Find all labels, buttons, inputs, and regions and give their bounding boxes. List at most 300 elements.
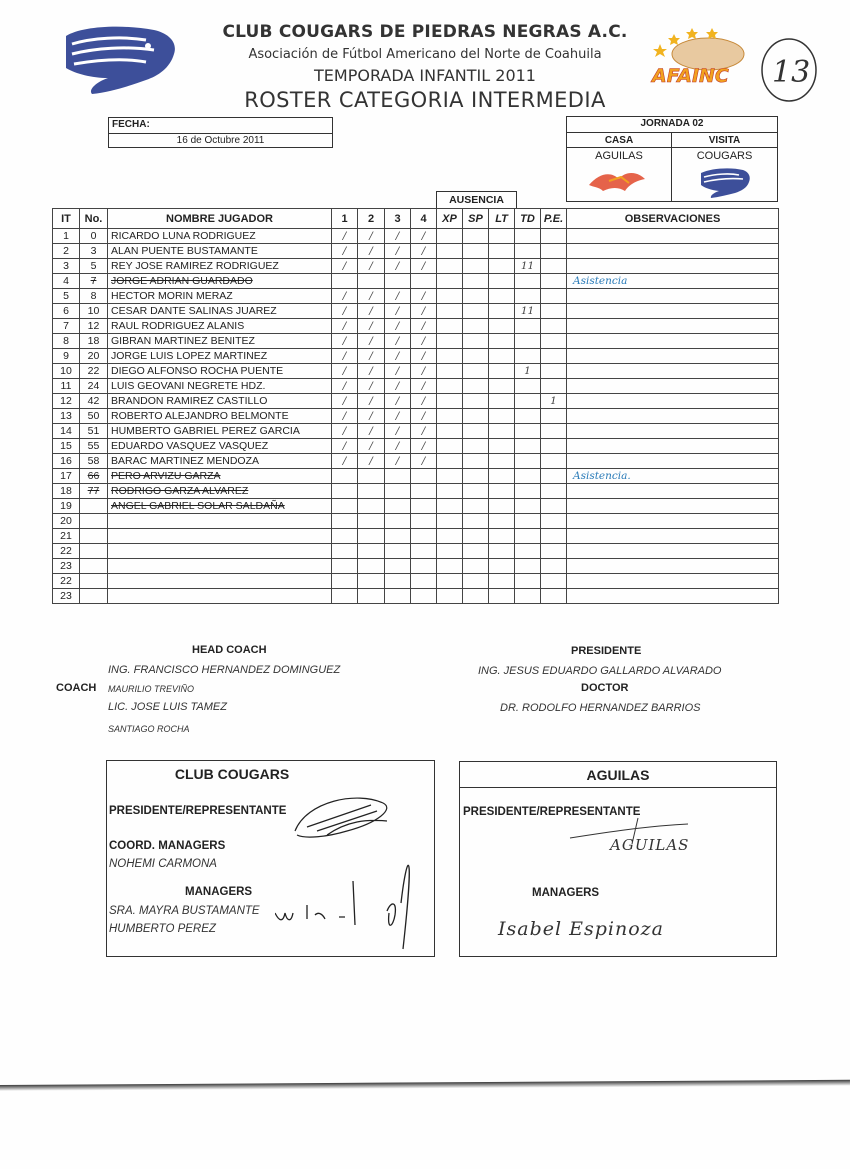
row-xp: [437, 334, 463, 349]
row-player-name: ROBERTO ALEJANDRO BELMONTE: [108, 409, 332, 424]
row-quarter-2-mark: /: [358, 349, 385, 364]
row-number: [80, 589, 108, 604]
row-number: 10: [80, 304, 108, 319]
roster-row: [53, 244, 779, 259]
row-td: 11: [515, 259, 541, 274]
row-it: 23: [53, 559, 80, 574]
row-number: 3: [80, 244, 108, 259]
row-quarter-2-mark: [358, 274, 385, 289]
coach-label: COACH: [56, 682, 97, 694]
row-td: [515, 574, 541, 589]
row-pe: [541, 439, 567, 454]
col-q1: 1: [332, 209, 358, 229]
row-observaciones: [567, 244, 779, 259]
row-sp: [463, 274, 489, 289]
row-quarter-1-mark: /: [332, 289, 358, 304]
row-player-name: REY JOSE RAMIREZ RODRIGUEZ: [108, 259, 332, 274]
cougars-president-label: PRESIDENTE/REPRESENTANTE: [109, 805, 287, 817]
aguilas-signature-strokes: [568, 816, 698, 846]
row-td: 11: [515, 304, 541, 319]
row-td: [515, 544, 541, 559]
row-quarter-3-mark: /: [385, 409, 411, 424]
row-quarter-3-mark: [385, 544, 411, 559]
row-sp: [463, 304, 489, 319]
row-td: [515, 289, 541, 304]
row-it: 14: [53, 424, 80, 439]
row-lt: [489, 589, 515, 604]
row-player-name: [108, 559, 332, 574]
row-quarter-4-mark: /: [411, 409, 437, 424]
row-it: 18: [53, 484, 80, 499]
roster-row: [53, 319, 779, 334]
row-quarter-4-mark: [411, 274, 437, 289]
row-quarter-1-mark: [332, 529, 358, 544]
presidente-label: PRESIDENTE: [571, 645, 642, 657]
row-lt: [489, 409, 515, 424]
row-player-name: RICARDO LUNA RODRIGUEZ: [108, 229, 332, 244]
col-observaciones: OBSERVACIONES: [567, 209, 779, 229]
row-quarter-1-mark: [332, 499, 358, 514]
roster-row: [53, 409, 779, 424]
row-it: 23: [53, 589, 80, 604]
row-it: 16: [53, 454, 80, 469]
row-sp: [463, 229, 489, 244]
corner-number: 13: [772, 55, 811, 90]
row-quarter-4-mark: [411, 484, 437, 499]
row-td: [515, 274, 541, 289]
row-sp: [463, 574, 489, 589]
roster-row: [53, 289, 779, 304]
row-player-name: RODRIGO GARZA ALVAREZ: [108, 484, 332, 499]
row-quarter-2-mark: [358, 574, 385, 589]
row-player-name: CESAR DANTE SALINAS JUAREZ: [108, 304, 332, 319]
roster-row: [53, 259, 779, 274]
row-number: 42: [80, 394, 108, 409]
row-td: [515, 379, 541, 394]
row-quarter-1-mark: [332, 274, 358, 289]
row-lt: [489, 454, 515, 469]
row-it: 17: [53, 469, 80, 484]
row-it: 8: [53, 334, 80, 349]
row-quarter-4-mark: [411, 514, 437, 529]
col-it: IT: [53, 209, 80, 229]
col-q4: 4: [411, 209, 437, 229]
roster-row: [53, 229, 779, 244]
row-player-name: [108, 514, 332, 529]
row-number: 8: [80, 289, 108, 304]
row-pe: [541, 289, 567, 304]
visita-label: VISITA: [708, 135, 741, 146]
row-xp: [437, 589, 463, 604]
aguilas-manager-signature: Isabel Espinoza: [498, 918, 664, 940]
roster-row: [53, 379, 779, 394]
roster-row: [53, 529, 779, 544]
row-quarter-2-mark: /: [358, 304, 385, 319]
fecha-label: FECHA:: [112, 119, 150, 130]
row-quarter-4-mark: /: [411, 229, 437, 244]
row-number: [80, 499, 108, 514]
row-lt: [489, 229, 515, 244]
row-td: [515, 334, 541, 349]
row-td: [515, 319, 541, 334]
row-number: [80, 514, 108, 529]
row-xp: [437, 364, 463, 379]
row-sp: [463, 364, 489, 379]
row-observaciones: [567, 364, 779, 379]
row-pe: [541, 259, 567, 274]
row-sp: [463, 379, 489, 394]
row-number: [80, 574, 108, 589]
row-number: 66: [80, 469, 108, 484]
row-quarter-3-mark: [385, 484, 411, 499]
roster-row: [53, 589, 779, 604]
row-quarter-1-mark: /: [332, 424, 358, 439]
row-lt: [489, 544, 515, 559]
row-pe: [541, 544, 567, 559]
row-lt: [489, 334, 515, 349]
row-xp: [437, 244, 463, 259]
aguilas-president-label: PRESIDENTE/REPRESENTANTE: [463, 806, 641, 818]
row-observaciones: [567, 424, 779, 439]
row-it: 3: [53, 259, 80, 274]
row-observaciones: Asistencia: [567, 274, 779, 289]
cougars-box-title: CLUB COUGARS: [174, 766, 290, 782]
row-it: 11: [53, 379, 80, 394]
roster-row: [53, 334, 779, 349]
casa-label: CASA: [604, 135, 634, 146]
row-pe: [541, 274, 567, 289]
roster-title: ROSTER CATEGORIA INTERMEDIA: [244, 88, 606, 112]
row-sp: [463, 244, 489, 259]
row-quarter-3-mark: /: [385, 334, 411, 349]
row-quarter-3-mark: /: [385, 439, 411, 454]
row-xp: [437, 319, 463, 334]
row-sp: [463, 514, 489, 529]
row-quarter-4-mark: [411, 589, 437, 604]
row-xp: [437, 349, 463, 364]
row-observaciones: [567, 334, 779, 349]
row-it: 9: [53, 349, 80, 364]
row-lt: [489, 529, 515, 544]
row-quarter-4-mark: /: [411, 319, 437, 334]
row-lt: [489, 274, 515, 289]
row-sp: [463, 469, 489, 484]
row-player-name: [108, 574, 332, 589]
row-number: 20: [80, 349, 108, 364]
row-observaciones: [567, 349, 779, 364]
roster-row: [53, 274, 779, 289]
row-pe: [541, 244, 567, 259]
row-quarter-4-mark: /: [411, 289, 437, 304]
row-observaciones: [567, 319, 779, 334]
row-td: [515, 454, 541, 469]
aguilas-signature-box: [459, 761, 777, 957]
col-lt: LT: [489, 209, 515, 229]
row-quarter-3-mark: /: [385, 379, 411, 394]
doctor-label: DOCTOR: [581, 682, 629, 694]
doctor-name: DR. RODOLFO HERNANDEZ BARRIOS: [500, 702, 701, 714]
row-quarter-4-mark: [411, 559, 437, 574]
row-quarter-1-mark: [332, 514, 358, 529]
row-pe: [541, 319, 567, 334]
jornada-label: JORNADA 02: [640, 118, 704, 129]
row-quarter-2-mark: /: [358, 379, 385, 394]
row-quarter-3-mark: [385, 574, 411, 589]
row-player-name: [108, 529, 332, 544]
roster-row: [53, 469, 779, 484]
presidente-name: ING. JESUS EDUARDO GALLARDO ALVARADO: [478, 665, 722, 677]
row-pe: [541, 574, 567, 589]
row-pe: [541, 364, 567, 379]
row-quarter-2-mark: [358, 544, 385, 559]
row-quarter-3-mark: [385, 274, 411, 289]
row-number: [80, 544, 108, 559]
roster-row: [53, 424, 779, 439]
row-quarter-3-mark: [385, 529, 411, 544]
row-lt: [489, 574, 515, 589]
row-xp: [437, 544, 463, 559]
row-observaciones: [567, 514, 779, 529]
visita-team: COUGARS: [696, 150, 753, 162]
row-lt: [489, 469, 515, 484]
row-quarter-2-mark: /: [358, 319, 385, 334]
row-lt: [489, 439, 515, 454]
row-player-name: PERO ARVIZU GARZA: [108, 469, 332, 484]
row-lt: [489, 559, 515, 574]
row-quarter-2-mark: /: [358, 364, 385, 379]
row-it: 10: [53, 364, 80, 379]
casa-team: AGUILAS: [595, 150, 643, 162]
row-quarter-1-mark: [332, 469, 358, 484]
row-quarter-2-mark: [358, 514, 385, 529]
row-quarter-4-mark: /: [411, 424, 437, 439]
row-quarter-3-mark: [385, 589, 411, 604]
row-quarter-4-mark: /: [411, 394, 437, 409]
col-pe: P.E.: [541, 209, 567, 229]
row-quarter-3-mark: /: [385, 319, 411, 334]
row-quarter-4-mark: [411, 544, 437, 559]
row-quarter-1-mark: [332, 589, 358, 604]
row-pe: [541, 409, 567, 424]
row-quarter-1-mark: /: [332, 379, 358, 394]
row-it: 13: [53, 409, 80, 424]
row-xp: [437, 394, 463, 409]
row-observaciones: [567, 544, 779, 559]
row-quarter-1-mark: /: [332, 259, 358, 274]
row-td: [515, 349, 541, 364]
col-xp: XP: [437, 209, 463, 229]
row-quarter-1-mark: /: [332, 229, 358, 244]
row-quarter-3-mark: /: [385, 229, 411, 244]
row-observaciones: [567, 229, 779, 244]
roster-row: [53, 304, 779, 319]
roster-row: [53, 349, 779, 364]
row-quarter-2-mark: /: [358, 229, 385, 244]
row-number: 12: [80, 319, 108, 334]
row-sp: [463, 319, 489, 334]
row-quarter-4-mark: /: [411, 454, 437, 469]
row-player-name: HECTOR MORIN MERAZ: [108, 289, 332, 304]
row-observaciones: [567, 394, 779, 409]
row-xp: [437, 529, 463, 544]
row-number: [80, 559, 108, 574]
row-td: [515, 514, 541, 529]
row-td: [515, 409, 541, 424]
row-player-name: [108, 589, 332, 604]
col-sp: SP: [463, 209, 489, 229]
row-td: [515, 424, 541, 439]
roster-row: [53, 574, 779, 589]
cougars-manager-2: HUMBERTO PEREZ: [109, 923, 216, 935]
row-quarter-4-mark: /: [411, 379, 437, 394]
row-number: 18: [80, 334, 108, 349]
row-number: 0: [80, 229, 108, 244]
row-quarter-2-mark: [358, 529, 385, 544]
row-number: 77: [80, 484, 108, 499]
cougars-small-logo: [699, 167, 751, 199]
row-player-name: GIBRAN MARTINEZ BENITEZ: [108, 334, 332, 349]
row-xp: [437, 514, 463, 529]
row-player-name: ALAN PUENTE BUSTAMANTE: [108, 244, 332, 259]
row-quarter-4-mark: /: [411, 439, 437, 454]
row-td: [515, 244, 541, 259]
row-quarter-3-mark: /: [385, 364, 411, 379]
club-name: CLUB COUGARS DE PIEDRAS NEGRAS A.C.: [222, 22, 628, 42]
row-quarter-4-mark: /: [411, 259, 437, 274]
row-td: [515, 229, 541, 244]
row-quarter-3-mark: /: [385, 424, 411, 439]
row-it: 12: [53, 394, 80, 409]
row-sp: [463, 454, 489, 469]
row-player-name: DIEGO ALFONSO ROCHA PUENTE: [108, 364, 332, 379]
jornada-box: [566, 116, 778, 202]
coach-name-2: LIC. JOSE LUIS TAMEZ: [108, 701, 227, 713]
roster-row: [53, 439, 779, 454]
row-quarter-2-mark: [358, 589, 385, 604]
row-player-name: EDUARDO VASQUEZ VASQUEZ: [108, 439, 332, 454]
coach-name-3: SANTIAGO ROCHA: [108, 724, 190, 734]
row-sp: [463, 394, 489, 409]
row-sp: [463, 289, 489, 304]
row-player-name: HUMBERTO GABRIEL PEREZ GARCIA: [108, 424, 332, 439]
row-quarter-3-mark: [385, 499, 411, 514]
row-quarter-1-mark: /: [332, 334, 358, 349]
cougars-manager-1: SRA. MAYRA BUSTAMANTE: [109, 905, 260, 917]
row-quarter-1-mark: /: [332, 409, 358, 424]
row-lt: [489, 244, 515, 259]
row-quarter-1-mark: /: [332, 349, 358, 364]
ausencia-header: [436, 191, 517, 209]
row-td: [515, 484, 541, 499]
row-number: 50: [80, 409, 108, 424]
row-quarter-3-mark: [385, 514, 411, 529]
row-player-name: BRANDON RAMIREZ CASTILLO: [108, 394, 332, 409]
row-pe: [541, 334, 567, 349]
row-td: [515, 439, 541, 454]
row-player-name: RAUL RODRIGUEZ ALANIS: [108, 319, 332, 334]
row-observaciones: [567, 454, 779, 469]
row-quarter-1-mark: /: [332, 439, 358, 454]
row-pe: [541, 424, 567, 439]
row-it: 1: [53, 229, 80, 244]
row-td: [515, 529, 541, 544]
roster-body: [53, 229, 779, 604]
row-player-name: ANGEL GABRIEL SOLAR SALDAÑA: [108, 499, 332, 514]
row-quarter-4-mark: [411, 499, 437, 514]
row-lt: [489, 259, 515, 274]
season-title: TEMPORADA INFANTIL 2011: [314, 66, 536, 85]
row-quarter-1-mark: /: [332, 364, 358, 379]
row-pe: 1: [541, 394, 567, 409]
row-td: [515, 394, 541, 409]
row-quarter-2-mark: /: [358, 409, 385, 424]
roster-row: [53, 364, 779, 379]
coach-name-1: MAURILIO TREVIÑO: [108, 684, 195, 694]
row-it: 5: [53, 289, 80, 304]
row-quarter-3-mark: /: [385, 394, 411, 409]
row-quarter-2-mark: /: [358, 454, 385, 469]
cougars-managers-label: MANAGERS: [185, 886, 253, 898]
row-quarter-2-mark: [358, 559, 385, 574]
row-quarter-4-mark: [411, 529, 437, 544]
row-quarter-2-mark: /: [358, 244, 385, 259]
row-quarter-4-mark: /: [411, 349, 437, 364]
col-no: No.: [80, 209, 108, 229]
row-quarter-1-mark: [332, 559, 358, 574]
row-number: 55: [80, 439, 108, 454]
row-xp: [437, 484, 463, 499]
row-lt: [489, 319, 515, 334]
row-xp: [437, 379, 463, 394]
row-xp: [437, 454, 463, 469]
afainc-logo: [648, 26, 760, 88]
col-nombre: NOMBRE JUGADOR: [108, 209, 332, 229]
row-quarter-3-mark: /: [385, 304, 411, 319]
row-it: 6: [53, 304, 80, 319]
row-it: 15: [53, 439, 80, 454]
row-xp: [437, 559, 463, 574]
row-quarter-1-mark: /: [332, 304, 358, 319]
row-quarter-3-mark: /: [385, 244, 411, 259]
row-player-name: JORGE ADRIAN GUARDADO: [108, 274, 332, 289]
roster-header-row: [53, 209, 779, 229]
row-number: 58: [80, 454, 108, 469]
row-pe: [541, 229, 567, 244]
row-sp: [463, 499, 489, 514]
row-lt: [489, 484, 515, 499]
aguilas-managers-label: MANAGERS: [532, 887, 600, 899]
row-quarter-3-mark: /: [385, 289, 411, 304]
row-it: 19: [53, 499, 80, 514]
row-observaciones: [567, 574, 779, 589]
row-observaciones: [567, 529, 779, 544]
row-sp: [463, 559, 489, 574]
row-xp: [437, 469, 463, 484]
corner-circled-number: [756, 34, 822, 104]
row-observaciones: [567, 559, 779, 574]
row-quarter-4-mark: [411, 574, 437, 589]
row-pe: [541, 499, 567, 514]
row-number: [80, 529, 108, 544]
scan-edge-line: [0, 1080, 850, 1091]
row-it: 4: [53, 274, 80, 289]
row-quarter-2-mark: /: [358, 394, 385, 409]
row-quarter-4-mark: /: [411, 364, 437, 379]
row-xp: [437, 499, 463, 514]
cougars-coord-label: COORD. MANAGERS: [109, 840, 226, 852]
row-xp: [437, 274, 463, 289]
row-it: 20: [53, 514, 80, 529]
